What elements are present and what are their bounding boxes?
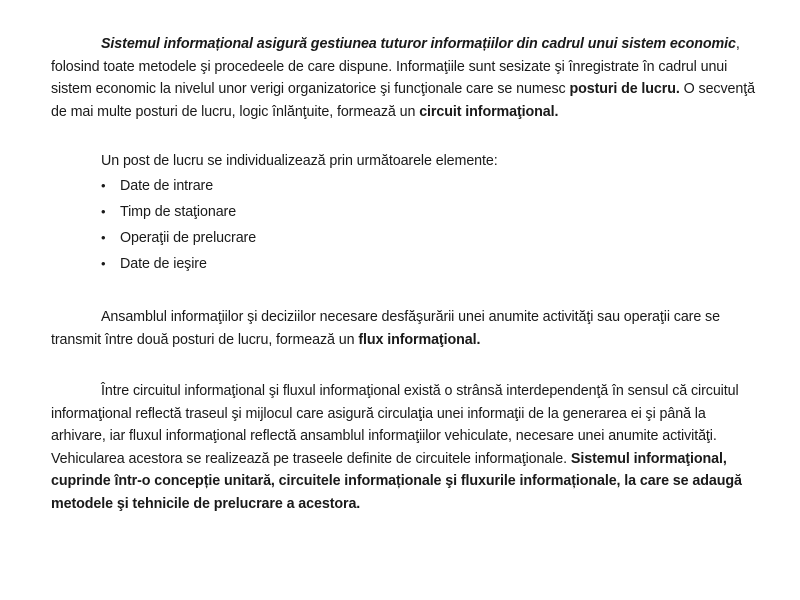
term-information-circuit: circuit informaţional. xyxy=(419,103,559,120)
list-item: • Timp de staţionare xyxy=(101,201,761,227)
body-text: Ansamblul informaţiilor şi deciziilor necesare desfăşurării unei anumite activităţi sau operaţii care se transmit între două posturi de lucru, formează un xyxy=(51,309,720,348)
bullet-icon: • xyxy=(101,256,106,271)
list-item: • Date de ieşire xyxy=(101,253,761,279)
bullet-icon: • xyxy=(101,204,106,219)
list-item: • Operaţii de prelucrare xyxy=(101,227,761,253)
bullet-icon: • xyxy=(101,178,106,193)
body-text: O secvenţă de mai multe posturi de lucru, logic înlănţuite, formează un xyxy=(51,81,755,120)
body-text: Între circuitul informaţional şi fluxul informaţional există o strânsă interdependenţă în sensul că circuitul informaţional reflectă traseul şi mijlocul care asigură circulaţia unei informaţii de la generarea ei şi până la arhivare, iar fluxul informaţional reflectă ansamblul informaţiilor vehiculate, necesare unei anumite activităţi. Vehicularea acestora se realizează pe traseele definite de circuitele informaţionale. xyxy=(51,383,739,467)
paragraph-information-system xyxy=(51,33,763,123)
paragraph-interdependence xyxy=(51,380,763,515)
body-text: , folosind toate metodele şi procedeele de care dispune. Informaţiile sunt sesizate şi înregistrate în cadrul unui sistem economic la nivelul unor verigi organizatorice şi funcţionale care se numesc xyxy=(51,36,740,97)
emphasis-information-system: Sistemul informațional asigură gestiunea tuturor informațiilor din cadrul unui sistem economic xyxy=(101,36,736,52)
emphasis-conclusion: Sistemul informaţional, cuprinde într-o concepție unitară, circuitele informaționale şi fluxurile informaționale, la care se adaugă metodele şi tehnicile de prelucrare a acestora. xyxy=(51,450,742,512)
term-information-flow: flux informaţional. xyxy=(358,331,481,348)
bullet-icon: • xyxy=(101,230,106,245)
paragraph-information-flow xyxy=(51,306,763,351)
elements-list xyxy=(101,175,761,279)
list-item: • Date de intrare xyxy=(101,175,761,201)
term-work-posts: posturi de lucru. xyxy=(569,81,680,97)
paragraph-work-post-elements: Un post de lucru se individualizează prin următoarele elemente: xyxy=(101,153,498,169)
